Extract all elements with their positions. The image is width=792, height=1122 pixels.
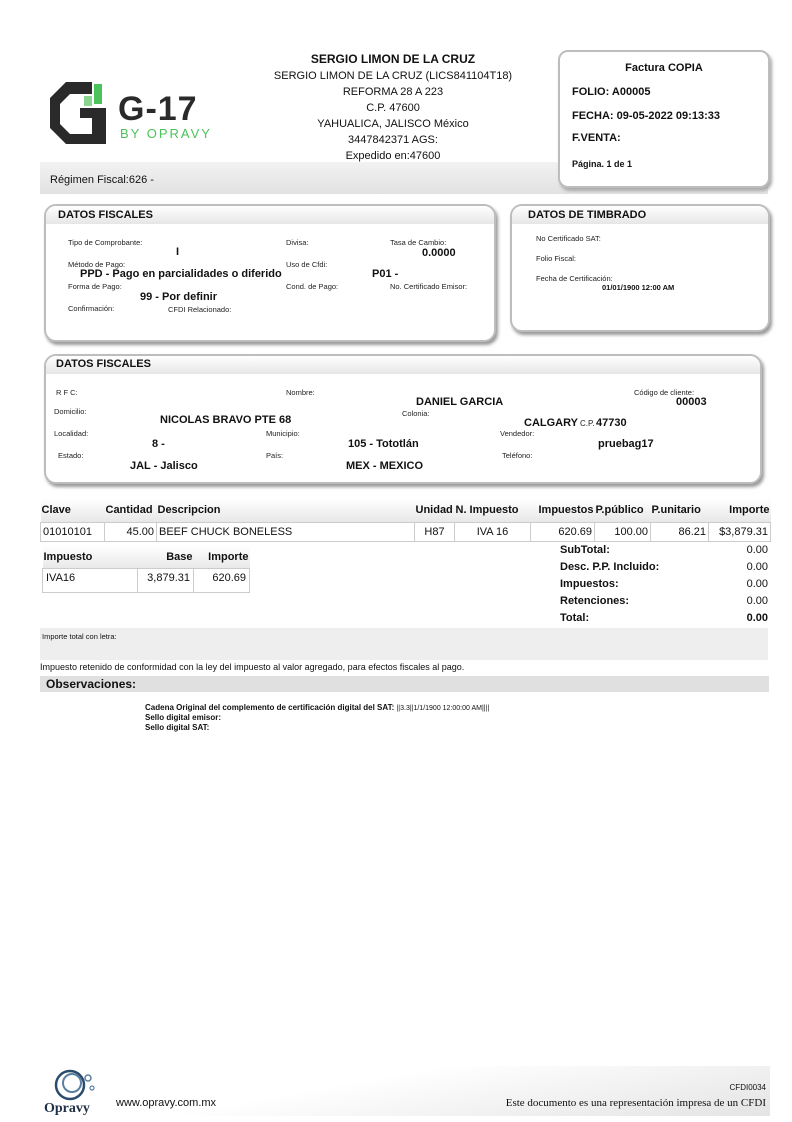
retenciones-value: 0.00: [746, 595, 768, 607]
cert-emisor-label: No. Certificado Emisor:: [390, 282, 468, 291]
opravy-logo-icon: [50, 1068, 100, 1102]
rfc-label: R F C:: [56, 388, 78, 397]
tax-header-row: [43, 546, 250, 568]
factura-fecha: FECHA: 09-05-2022 09:13:33: [572, 110, 720, 122]
tasa-cambio-label: Tasa de Cambio:: [390, 238, 447, 247]
tax-col-impuesto: Impuesto: [43, 546, 138, 568]
estado-label: Estado:: [58, 451, 84, 460]
cell-importe: $3,879.31: [709, 522, 771, 541]
tipo-comprobante-value: I: [176, 246, 180, 258]
subtotal-label: SubTotal:: [560, 544, 610, 556]
cadena-original: [145, 703, 489, 712]
estado-value: JAL - Jalisco: [130, 460, 198, 472]
issuer-name-rfc: SERGIO LIMON DE LA CRUZ (LICS841104T18): [273, 70, 513, 82]
footer-url[interactable]: www.opravy.com.mx: [116, 1097, 217, 1109]
fecha-cert-label: Fecha de Certificación:: [536, 274, 613, 283]
col-descripcion: Descripcion: [157, 498, 415, 522]
factura-title: Factura COPIA: [625, 62, 703, 74]
factura-pagina: Página. 1 de 1: [572, 159, 633, 169]
issuer-address: REFORMA 28 A 223: [342, 86, 444, 98]
cadena-value: ||3.3||1/1/1900 12:00:00 AM||||: [396, 705, 490, 712]
domicilio-value: NICOLAS BRAVO PTE 68: [160, 414, 292, 426]
total-value: 0.00: [746, 612, 768, 624]
cell-p-unitario: 86.21: [651, 522, 709, 541]
table-row: [43, 568, 250, 592]
tax-cell-impuesto: IVA16: [43, 568, 138, 592]
col-importe: Importe: [709, 498, 771, 522]
timbrado-title: DATOS DE TIMBRADO: [528, 209, 647, 221]
vendedor-label: Vendedor:: [500, 429, 535, 438]
localidad-label: Localidad:: [54, 429, 89, 438]
factura-folio: FOLIO: A00005: [572, 86, 651, 98]
municipio-value: 105 - Tototlán: [348, 438, 419, 450]
cond-pago-label: Cond. de Pago:: [286, 282, 339, 291]
cfdi-relacionado-label: CFDI Relacionado:: [168, 305, 232, 314]
municipio-label: Municipio:: [266, 429, 300, 438]
col-impuestos: Impuestos: [531, 498, 595, 522]
nombre-label: Nombre:: [286, 388, 315, 397]
tax-col-importe: Importe: [194, 546, 250, 568]
leyenda-text: Impuesto retenido de conformidad con la ley del impuesto al valor agregado, para efectos fiscales al pago.: [40, 662, 465, 672]
regimen-fiscal: Régimen Fiscal:626 -: [50, 174, 154, 186]
sello-sat-label: Sello digital SAT:: [145, 723, 210, 732]
pais-label: País:: [266, 451, 284, 460]
col-clave: Clave: [41, 498, 105, 522]
sello-emisor-label: Sello digital emisor:: [145, 713, 222, 722]
footer-note: Este documento es una representación impresa de un CFDI: [505, 1097, 766, 1109]
observaciones-title: Observaciones:: [46, 677, 137, 691]
cp-value: 47730: [596, 417, 627, 429]
tasa-cambio-value: 0.0000: [422, 247, 456, 259]
cell-clave: 01010101: [41, 522, 105, 541]
cliente-title: DATOS FISCALES: [56, 358, 151, 370]
issuer-name: SERGIO LIMON DE LA CRUZ: [310, 52, 476, 66]
importe-letra-label: Importe total con letra:: [42, 632, 117, 641]
col-p-publico: P.público: [595, 498, 651, 522]
items-header-row: [41, 498, 771, 522]
forma-pago-value: 99 - Por definir: [140, 291, 218, 303]
cadena-label: Cadena Original del complemento de certificación digital del SAT:: [145, 703, 395, 712]
cliente-panel: [44, 354, 762, 484]
metodo-pago-label: Método de Pago:: [68, 260, 126, 269]
metodo-pago-value: PPD - Pago en parcialidades o diferido: [80, 268, 282, 280]
tax-col-base: Base: [138, 546, 194, 568]
datos-fiscales-title: DATOS FISCALES: [58, 209, 153, 221]
localidad-value: 8 -: [152, 438, 165, 450]
col-n-impuesto: N. Impuesto: [455, 498, 531, 522]
desc-value: 0.00: [746, 561, 768, 573]
issuer-city: YAHUALICA, JALISCO México: [317, 118, 469, 130]
table-row: [41, 522, 771, 541]
impuestos-label: Impuestos:: [560, 578, 619, 590]
cell-p-publico: 100.00: [595, 522, 651, 541]
confirmacion-label: Confirmación:: [68, 304, 115, 313]
divisa-label: Divisa:: [286, 238, 309, 247]
cell-unidad: H87: [415, 522, 455, 541]
uso-cfdi-value: P01 -: [372, 268, 399, 280]
issuer-phone: 3447842371 AGS:: [348, 134, 438, 146]
col-p-unitario: P.unitario: [651, 498, 709, 522]
col-unidad: Unidad: [415, 498, 455, 522]
forma-pago-label: Forma de Pago:: [68, 282, 122, 291]
codigo-cliente-label: Código de cliente:: [634, 388, 695, 397]
col-cantidad: Cantidad: [105, 498, 157, 522]
logo-subtitle: BY OPRAVY: [120, 126, 212, 141]
items-table: [40, 498, 771, 542]
vendedor-value: pruebag17: [598, 438, 654, 450]
tipo-comprobante-label: Tipo de Comprobante:: [68, 238, 143, 247]
fecha-cert-value: 01/01/1900 12:00 AM: [602, 283, 675, 292]
logo-text: G-17: [118, 90, 198, 128]
footer-code: CFDI0034: [729, 1083, 766, 1092]
colonia-label: Colonia:: [402, 409, 430, 418]
codigo-cliente-value: 00003: [676, 396, 707, 408]
impuestos-value: 0.00: [746, 578, 768, 590]
cell-cantidad: 45.00: [105, 522, 157, 541]
issuer-cp: C.P. 47600: [366, 102, 420, 114]
g17-logo-icon: [48, 80, 118, 146]
factura-fventa: F.VENTA:: [572, 132, 621, 144]
uso-cfdi-label: Uso de Cfdi:: [286, 260, 328, 269]
desc-label: Desc. P.P. Incluido:: [560, 561, 660, 573]
pais-value: MEX - MEXICO: [346, 460, 424, 472]
domicilio-label: Domicilio:: [54, 407, 87, 416]
factura-box: [558, 50, 770, 188]
datos-fiscales-panel: [44, 204, 496, 342]
tax-cell-base: 3,879.31: [138, 568, 194, 592]
cell-impuestos: 620.69: [531, 522, 595, 541]
subtotal-value: 0.00: [746, 544, 768, 556]
folio-fiscal-label: Folio Fiscal:: [536, 254, 577, 263]
retenciones-label: Retenciones:: [560, 595, 630, 607]
tax-table: [42, 546, 250, 593]
issuer-expedido: Expedido en:47600: [345, 150, 441, 162]
cell-n-impuesto: IVA 16: [455, 522, 531, 541]
observaciones-bar: [40, 676, 769, 692]
total-label: Total:: [560, 612, 590, 624]
cell-descripcion: BEEF CHUCK BONELESS: [157, 522, 415, 541]
colonia-value: CALGARY: [524, 417, 578, 429]
telefono-label: Teléfono:: [502, 451, 533, 460]
tax-cell-importe: 620.69: [194, 568, 250, 592]
cert-sat-label: No Certificado SAT:: [536, 234, 601, 243]
cp-label: C.P.: [580, 419, 595, 428]
importe-letra-box: [40, 628, 768, 660]
nombre-value: DANIEL GARCIA: [416, 396, 504, 408]
opravy-brand: Opravy: [44, 1101, 90, 1116]
timbrado-panel: [510, 204, 770, 332]
